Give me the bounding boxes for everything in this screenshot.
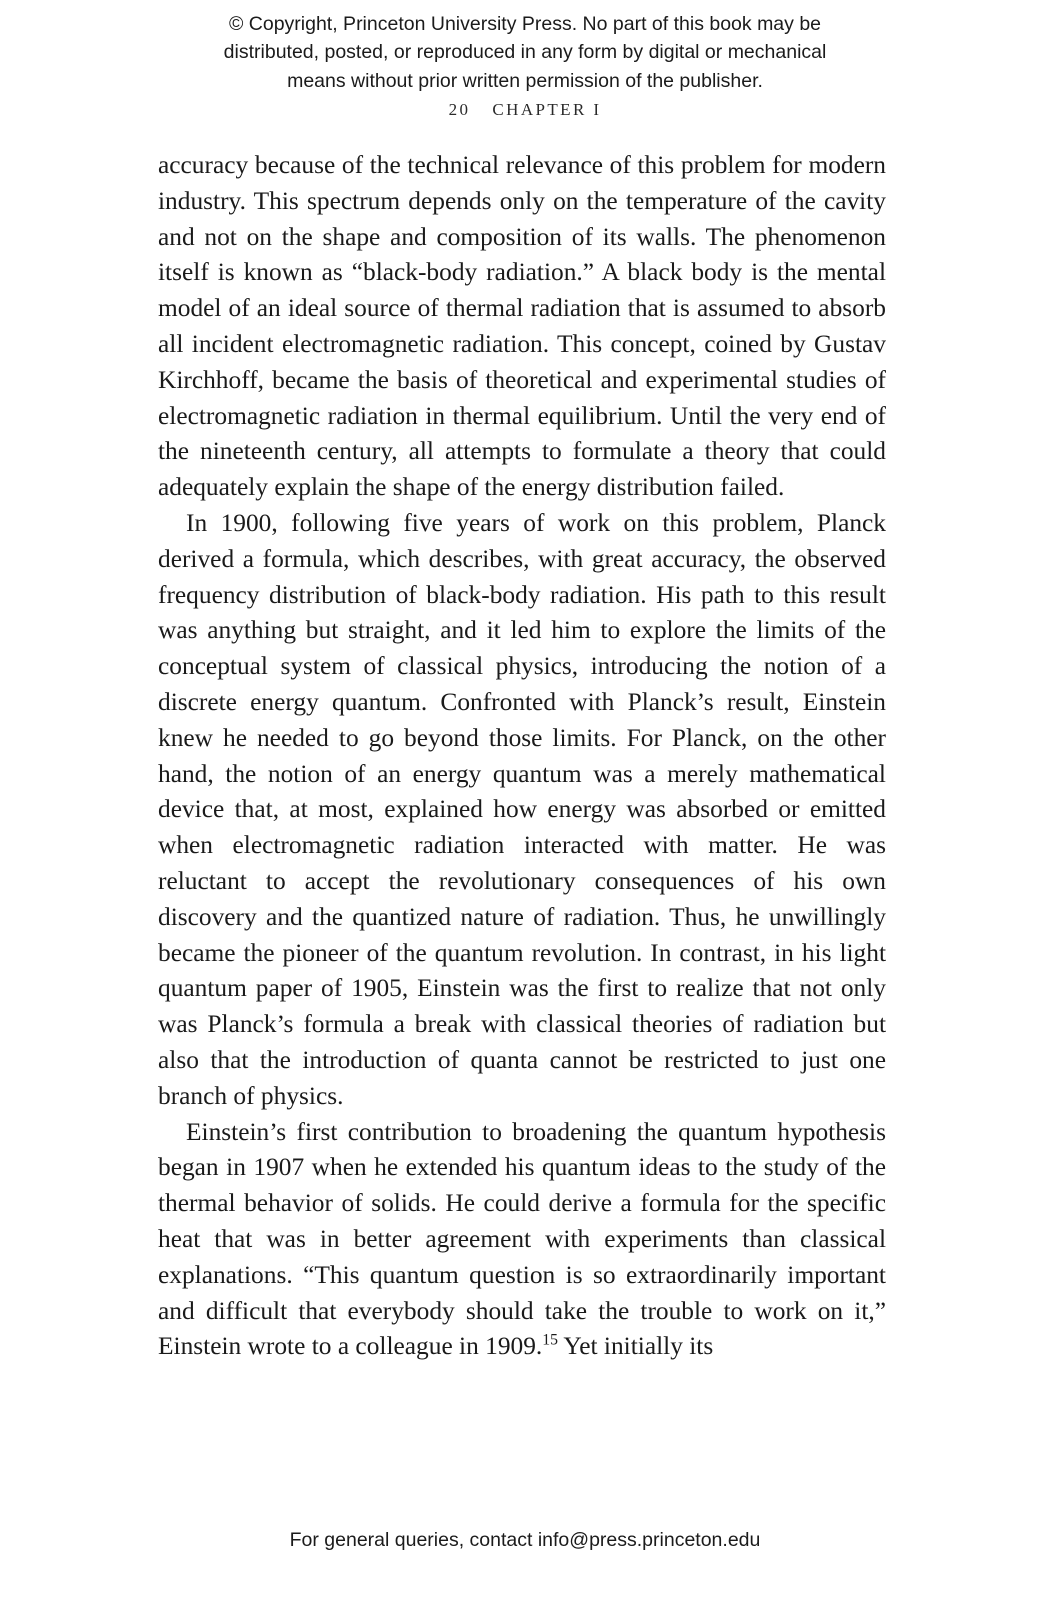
paragraph-3-text: Einstein’s first contribution to broadening the quantum hypothesis began in 1907 when he extended his quantum ideas to the study of the thermal behavior of solids. He could derive a formula for the specific heat that was in better agreement with experiments than classical explanations. “This quantum question is so extraordinarily important and difficult that everybody should take the trouble to work on it,” Einstein wrote to a colleague in 1909. xyxy=(158,1117,886,1361)
copyright-line-3: means without prior written permission of the publisher. xyxy=(287,69,763,92)
page-folio: 20 xyxy=(448,100,471,119)
chapter-title: CHAPTER I xyxy=(492,100,602,119)
copyright-notice xyxy=(0,10,1050,95)
paragraph-3-tail: Yet initially its xyxy=(558,1332,714,1361)
footer-queries-note: For general queries, contact info@press.princeton.edu xyxy=(289,1529,761,1551)
running-head xyxy=(0,100,1050,120)
paragraph-3 xyxy=(158,1115,886,1366)
copyright-line-2: distributed, posted, or reproduced in any form by digital or mechanical xyxy=(223,41,827,64)
footnote-marker: 15 xyxy=(542,1331,559,1349)
body-text xyxy=(158,148,886,1365)
paragraph-1: accuracy because of the technical relevance of this problem for modern industry. This spectrum depends only on the temperature of the cavity and not on the shape and composition of its walls. The phenomenon itself is known as “black-body radiation.” A black body is the mental model of an ideal source of thermal radiation that is assumed to absorb all incident electromagnetic radiation. This concept, coined by Gustav Kirchhoff, became the basis of theoretical and experimental studies of electromagnetic radiation in thermal equilibrium. Until the very end of the nineteenth century, all attempts to formulate a theory that could adequately explain the shape of the energy distribution failed. xyxy=(158,151,886,502)
paragraph-2: In 1900, following five years of work on this problem, Planck derived a formula, which describes, with great accuracy, the observed frequency distribution of black-body radiation. His path to this result was anything but straight, and it led him to explore the limits of the conceptual system of classical physics, introducing the notion of a discrete energy quantum. Confronted with Planck’s result, Einstein knew he needed to go beyond those limits. For Planck, on the other hand, the notion of an energy quantum was a merely mathematical device that, at most, explained how energy was absorbed or emitted when electromagnetic radiation interacted with matter. He was reluctant to accept the revolutionary consequences of his own discovery and the quantized nature of radiation. Thus, he unwillingly became the pioneer of the quantum revolution. In contrast, in his light quantum paper of 1905, Einstein was the first to realize that not only was Planck’s formula a break with classical theories of radiation but also that the introduction of quanta cannot be restricted to just one branch of physics. xyxy=(158,508,886,1110)
copyright-line-1: © Copyright, Princeton University Press. No part of this book may be xyxy=(228,13,822,35)
